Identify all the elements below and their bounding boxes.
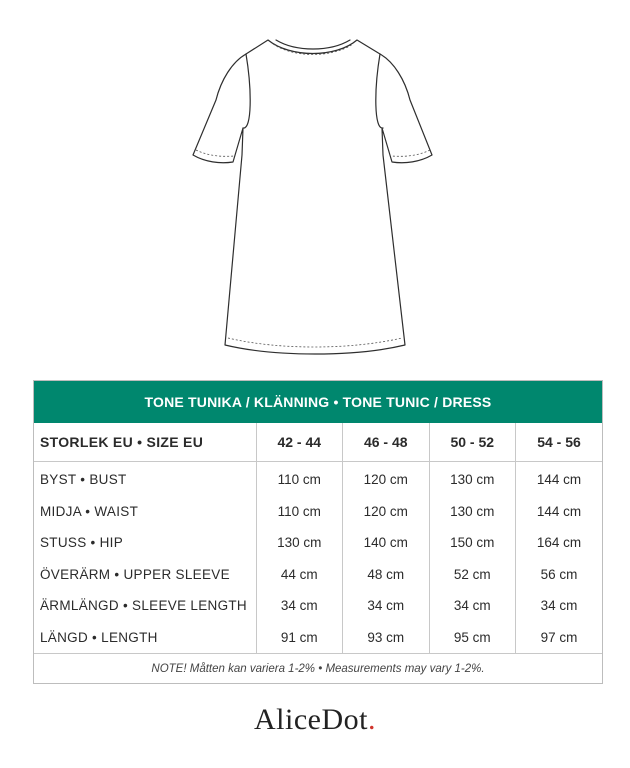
table-row	[34, 462, 602, 496]
measurement-cell: 120 cm	[343, 462, 430, 496]
measurement-note: NOTE! Måtten kan variera 1-2% • Measurements may vary 1-2%.	[34, 653, 602, 683]
measurement-cell: 144 cm	[516, 496, 603, 528]
size-table	[34, 423, 602, 653]
measurement-cell: 140 cm	[343, 527, 430, 559]
size-chart	[33, 380, 603, 684]
table-row	[34, 496, 602, 528]
brand-name: AliceDot	[254, 703, 368, 736]
measurement-cell: 34 cm	[343, 590, 430, 622]
size-header-cell: 54 - 56	[516, 423, 603, 462]
measurement-cell: 44 cm	[256, 559, 343, 591]
table-row	[34, 559, 602, 591]
measurement-cell: 93 cm	[343, 622, 430, 654]
measurement-cell: 110 cm	[256, 462, 343, 496]
size-header-label: STORLEK EU • SIZE EU	[34, 423, 256, 462]
measurement-cell: 48 cm	[343, 559, 430, 591]
table-row	[34, 527, 602, 559]
measurement-cell: 34 cm	[429, 590, 516, 622]
measurement-cell: 164 cm	[516, 527, 603, 559]
row-label: BYST • BUST	[40, 472, 127, 488]
size-header-row	[34, 423, 602, 462]
measurement-cell: 34 cm	[516, 590, 603, 622]
measurement-cell: 144 cm	[516, 462, 603, 496]
measurement-cell: 95 cm	[429, 622, 516, 654]
measurement-cell: 97 cm	[516, 622, 603, 654]
measurement-cell: 110 cm	[256, 496, 343, 528]
measurement-cell: 34 cm	[256, 590, 343, 622]
measurement-cell: 130 cm	[429, 496, 516, 528]
measurement-cell: 91 cm	[256, 622, 343, 654]
measurement-cell: 130 cm	[256, 527, 343, 559]
table-row	[34, 590, 602, 622]
measurement-cell: 150 cm	[429, 527, 516, 559]
measurement-cell: 52 cm	[429, 559, 516, 591]
size-header-cell: 42 - 44	[256, 423, 343, 462]
row-label: LÄNGD • LENGTH	[40, 629, 158, 645]
measurement-cell: 130 cm	[429, 462, 516, 496]
size-header-cell: 46 - 48	[343, 423, 430, 462]
chart-title: TONE TUNIKA / KLÄNNING • TONE TUNIC / DRESS	[34, 381, 602, 423]
row-label: ÖVERÄRM • UPPER SLEEVE	[40, 566, 230, 582]
brand-logo	[0, 703, 630, 737]
measurement-cell: 120 cm	[343, 496, 430, 528]
dress-illustration	[0, 0, 630, 375]
size-header-cell: 50 - 52	[429, 423, 516, 462]
brand-dot: .	[367, 703, 376, 736]
row-label: MIDJA • WAIST	[40, 503, 139, 519]
tunic-dress-flat-sketch-icon	[0, 0, 630, 375]
table-row	[34, 622, 602, 654]
measurement-cell: 56 cm	[516, 559, 603, 591]
row-label: STUSS • HIP	[40, 535, 124, 551]
row-label: ÄRMLÄNGD • SLEEVE LENGTH	[40, 598, 247, 614]
